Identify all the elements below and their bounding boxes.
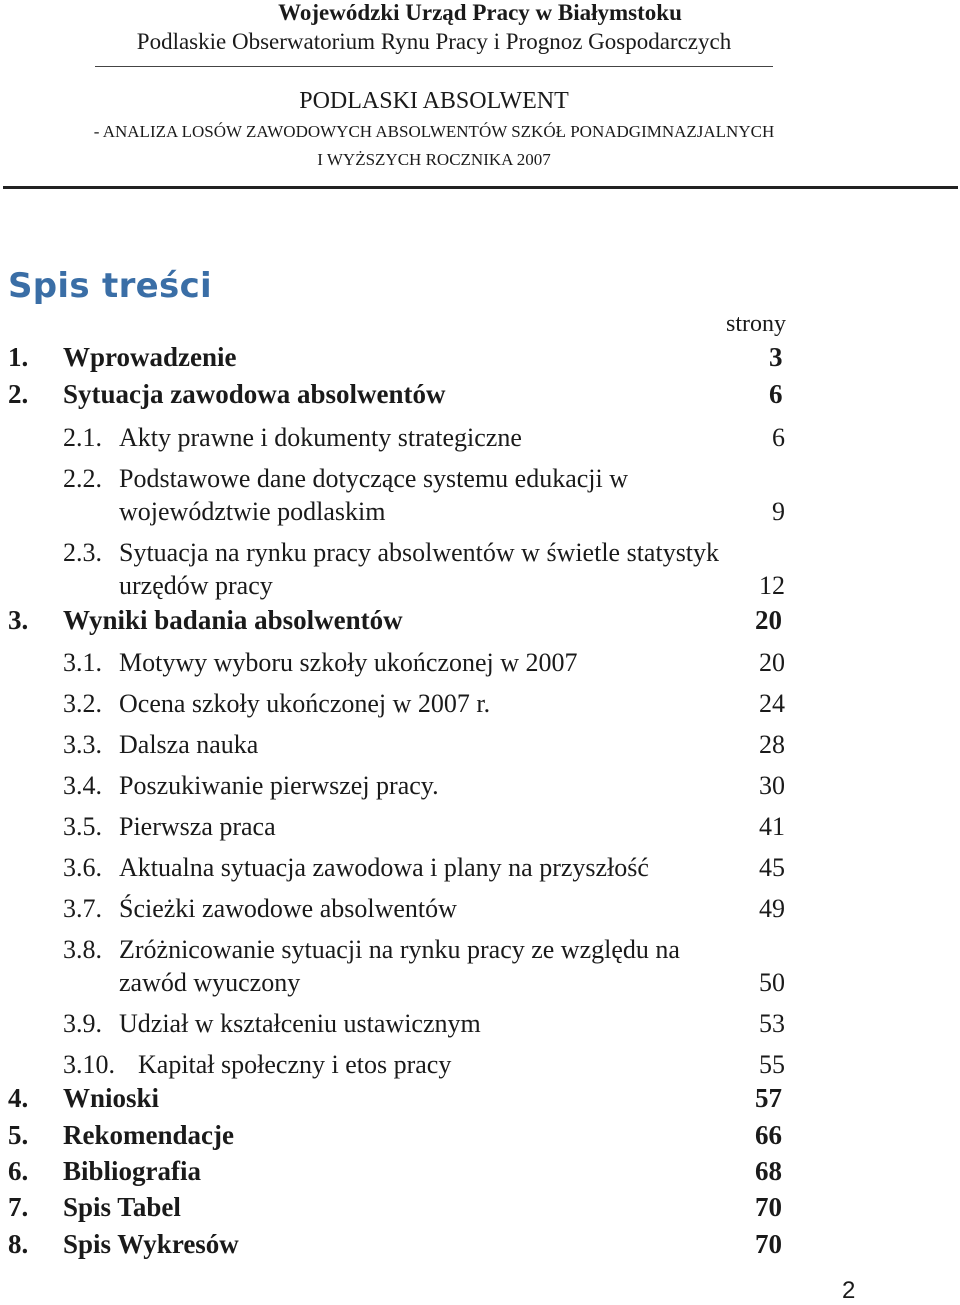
toc-entry-label: Zróżnicowanie sytuacji na rynku pracy ze względu na (119, 935, 680, 964)
toc-heading: Spis treści (8, 266, 212, 306)
toc-entry-number: 7. (8, 1192, 29, 1222)
toc-entry-number: 3.1. (63, 648, 102, 677)
toc-entry-label: Sytuacja zawodowa absolwentów (63, 379, 446, 409)
toc-entry-number: 3.9. (63, 1009, 102, 1038)
pages-column-label: strony (726, 311, 786, 337)
toc-entry-label: Kapitał społeczny i etos pracy (138, 1050, 452, 1079)
toc-entry-number: 2.2. (63, 464, 102, 493)
toc-entry-label: Motywy wyboru szkoły ukończonej w 2007 (119, 648, 578, 677)
toc-entry-label: Bibliografia (63, 1156, 202, 1186)
toc-entry-label: Pierwsza praca (119, 812, 276, 841)
report-title: PODLASKI ABSOLWENT (299, 88, 569, 114)
toc-entry-page: 41 (759, 812, 785, 841)
toc-entry-label: Udział w kształceniu ustawicznym (119, 1009, 481, 1038)
toc-entry-number: 5. (8, 1120, 29, 1150)
toc-entry-number: 3.3. (63, 730, 102, 759)
toc-entry-page: 55 (759, 1050, 785, 1079)
toc-entry-number: 3.2. (63, 689, 102, 718)
toc-entry-number: 3.8. (63, 935, 102, 964)
toc-entry-page: 12 (759, 571, 785, 600)
toc-entry-label: Spis Wykresów (63, 1229, 239, 1259)
toc-entry-page: 66 (755, 1120, 782, 1150)
toc-entry-label: Rekomendacje (63, 1120, 234, 1150)
toc-entry-number: 3.7. (63, 894, 102, 923)
toc-entry-page: 50 (759, 968, 785, 997)
toc-entry-number: 3.5. (63, 812, 102, 841)
toc-entry-number: 2. (8, 379, 29, 409)
toc-entry-number: 3.4. (63, 771, 102, 800)
toc-entry-page: 20 (755, 605, 782, 635)
toc-entry-label-continued: województwie podlaskim (119, 497, 386, 526)
toc-entry-label: Podstawowe dane dotyczące systemu edukacji w (119, 464, 629, 493)
toc-entry-number: 3.6. (63, 853, 102, 882)
toc-entry-number: 3.10. (63, 1050, 115, 1079)
toc-entry-page: 20 (759, 648, 785, 677)
toc-entry-label: Sytuacja na rynku pracy absolwentów w świetle statystyk (119, 538, 720, 567)
report-subtitle-line2: I WYŻSZYCH ROCZNIKA 2007 (317, 150, 551, 169)
toc-entry-page: 70 (755, 1229, 782, 1259)
toc-entry-page: 6 (769, 379, 783, 409)
toc-entry-label: Akty prawne i dokumenty strategiczne (119, 423, 522, 452)
header-divider (95, 66, 773, 67)
toc-entry-page: 28 (759, 730, 785, 759)
toc-entry-label: Aktualna sytuacja zawodowa i plany na przyszłość (119, 853, 649, 882)
toc-entry-page: 53 (759, 1009, 785, 1038)
toc-entry-page: 30 (759, 771, 785, 800)
toc-entry-label: Spis Tabel (63, 1192, 181, 1222)
toc-entry-page: 45 (759, 853, 785, 882)
title-divider (3, 186, 958, 189)
toc-entry-page: 6 (772, 423, 785, 452)
toc-entry-page: 3 (769, 342, 783, 372)
toc-entry-page: 57 (755, 1083, 782, 1113)
toc-entry-page: 24 (759, 689, 785, 718)
institution-name: Wojewódzki Urząd Pracy w Białymstoku (278, 0, 682, 25)
toc-entry-label: Ocena szkoły ukończonej w 2007 r. (119, 689, 491, 718)
toc-entry-label: Wyniki badania absolwentów (63, 605, 403, 635)
page-number: 2 (842, 1277, 856, 1304)
toc-entry-label: Wnioski (63, 1083, 160, 1113)
toc-entry-label-continued: zawód wyuczony (119, 968, 301, 997)
toc-entry-label: Dalsza nauka (119, 730, 259, 759)
observatory-name: Podlaskie Obserwatorium Rynu Pracy i Prognoz Gospodarczych (136, 29, 732, 54)
report-subtitle-line1: - ANALIZA LOSÓW ZAWODOWYCH ABSOLWENTÓW SZKÓŁ PONADGIMNAZJALNYCH (93, 122, 775, 141)
toc-entry-number: 6. (8, 1156, 29, 1186)
toc-entry-label: Wprowadzenie (63, 342, 237, 372)
toc-entry-label: Ścieżki zawodowe absolwentów (119, 894, 457, 923)
toc-entry-number: 2.1. (63, 423, 102, 452)
toc-entry-number: 8. (8, 1229, 29, 1259)
toc-entry-number: 2.3. (63, 538, 102, 567)
toc-entry-number: 4. (8, 1083, 29, 1113)
toc-entry-page: 49 (759, 894, 785, 923)
toc-entry-label-continued: urzędów pracy (119, 571, 273, 600)
toc-entry-number: 1. (8, 342, 29, 372)
toc-entry-label: Poszukiwanie pierwszej pracy. (119, 771, 439, 800)
toc-entry-page: 68 (755, 1156, 782, 1186)
toc-entry-number: 3. (8, 605, 29, 635)
toc-entry-page: 70 (755, 1192, 782, 1222)
toc-entry-page: 9 (772, 497, 785, 526)
